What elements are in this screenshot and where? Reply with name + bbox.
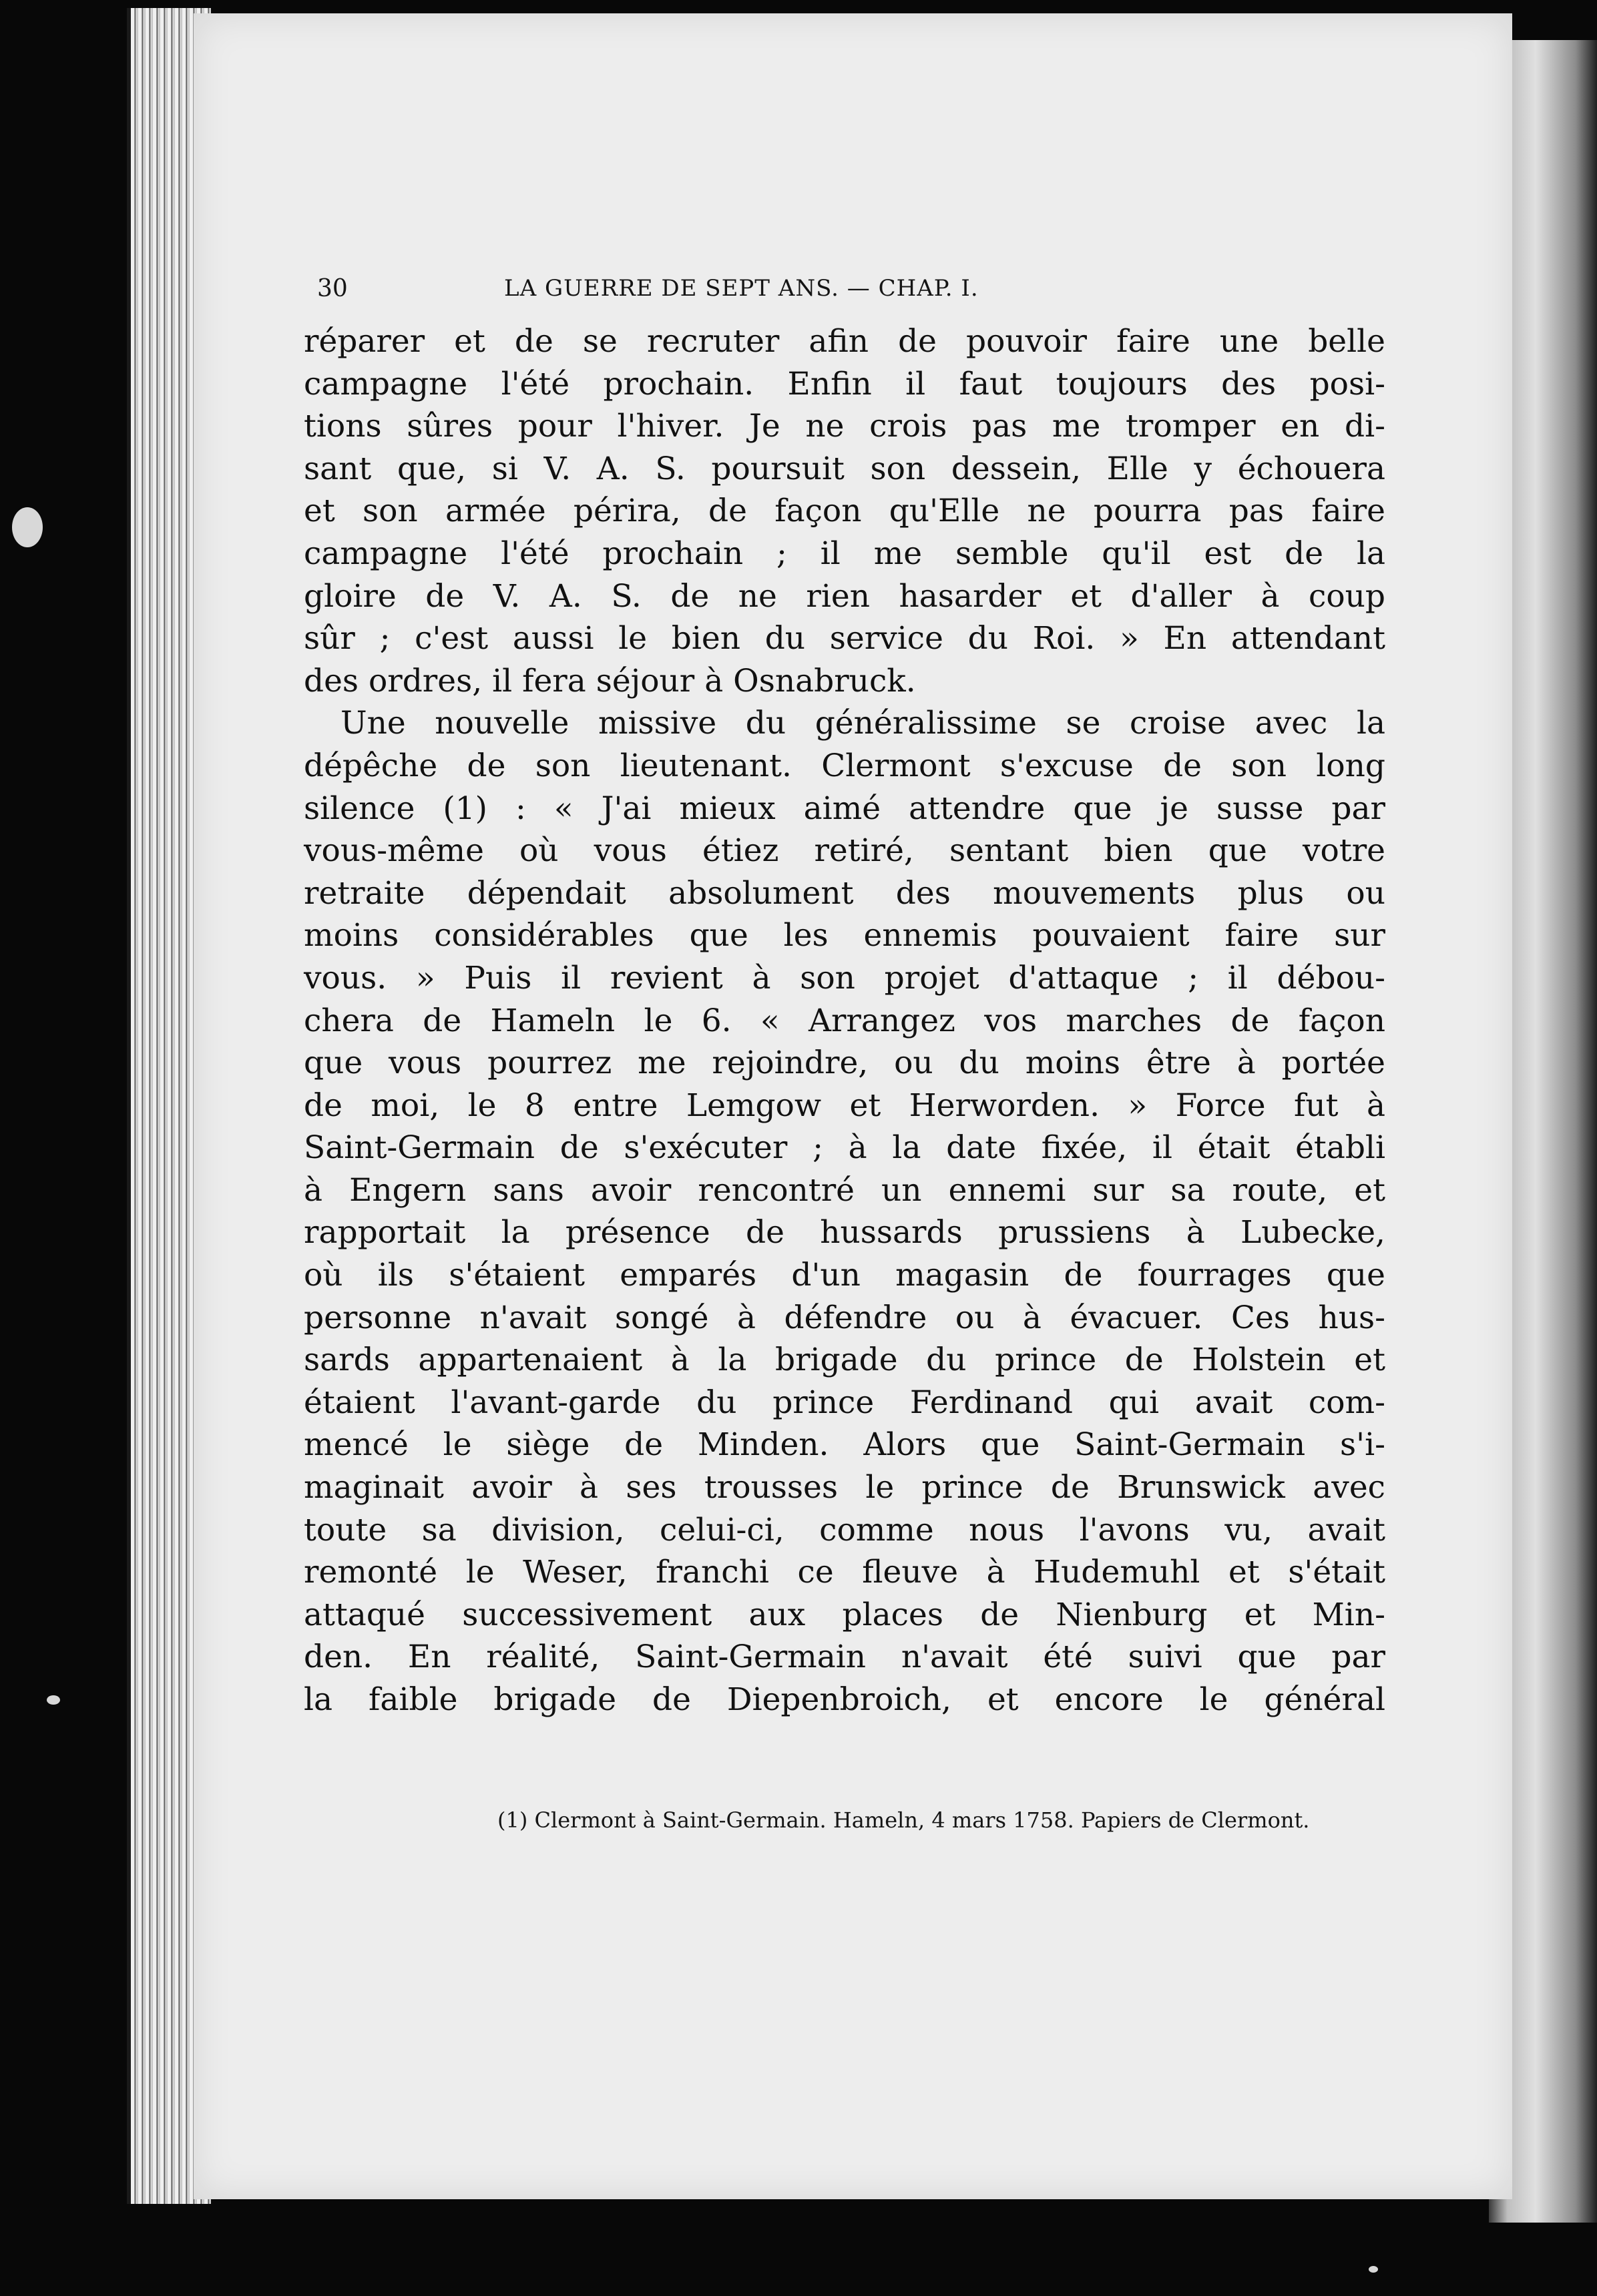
text-line: la faible brigade de Diepenbroich, et encore le général: [304, 1681, 1385, 1718]
text-line: et son armée périra, de façon qu'Elle ne pourra pas faire: [304, 493, 1385, 530]
scan-speck: [12, 507, 43, 547]
running-head: LA GUERRE DE SEPT ANS. — CHAP. I.: [504, 275, 979, 302]
text-line: attaqué successivement aux places de Nienburg et Min-: [304, 1596, 1385, 1633]
scan-speck: [47, 1695, 60, 1705]
text-line: maginait avoir à ses trousses le prince de Brunswick avec: [304, 1469, 1385, 1506]
text-line: sûr ; c'est aussi le bien du service du Roi. » En attendant: [304, 620, 1385, 657]
text-line: retraite dépendait absolument des mouvements plus ou: [304, 874, 1385, 912]
text-line: de moi, le 8 entre Lemgow et Herworden. » Force fut à: [304, 1087, 1385, 1124]
body-text: [304, 320, 1385, 1721]
text-line: sards appartenaient à la brigade du prince de Holstein et: [304, 1342, 1385, 1379]
text-line: mencé le siège de Minden. Alors que Saint-Germain s'i-: [304, 1426, 1385, 1464]
text-line: vous-même où vous étiez retiré, sentant bien que votre: [304, 832, 1385, 870]
text-line: dépêche de son lieutenant. Clermont s'excuse de son long: [304, 747, 1385, 784]
text-line: gloire de V. A. S. de ne rien hasarder et d'aller à coup: [304, 577, 1385, 615]
text-line: silence (1) : « J'ai mieux aimé attendre que je susse par: [304, 790, 1385, 827]
text-line: toute sa division, celui-ci, comme nous l'avons vu, avait: [304, 1511, 1385, 1548]
text-line: Une nouvelle missive du généralissime se croise avec la: [340, 705, 1385, 742]
text-line: étaient l'avant-garde du prince Ferdinand qui avait com-: [304, 1384, 1385, 1421]
page-header: [317, 275, 1292, 315]
text-line: des ordres, il fera séjour à Osnabruck.: [304, 662, 916, 699]
text-line: tions sûres pour l'hiver. Je ne crois pas me tromper en di-: [304, 408, 1385, 445]
text-line: Saint-Germain de s'exécuter ; à la date fixée, il était établi: [304, 1129, 1385, 1167]
text-line: personne n'avait songé à défendre ou à évacuer. Ces hus-: [304, 1299, 1385, 1336]
text-line: que vous pourrez me rejoindre, ou du moins être à portée: [304, 1045, 1385, 1082]
text-line: sant que, si V. A. S. poursuit son dessein, Elle y échouera: [304, 450, 1385, 487]
text-line: campagne l'été prochain. Enfin il faut toujours des posi-: [304, 365, 1385, 402]
footnote: (1) Clermont à Saint-Germain. Hameln, 4 mars 1758. Papiers de Clermont.: [497, 1807, 1310, 1833]
scan-speck: [1369, 2266, 1378, 2273]
text-line: réparer et de se recruter afin de pouvoir faire une belle: [304, 323, 1385, 360]
text-line: campagne l'été prochain ; il me semble qu'il est de la: [304, 535, 1385, 572]
text-line: remonté le Weser, franchi ce fleuve à Hudemuhl et s'était: [304, 1554, 1385, 1591]
page-number: 30: [317, 275, 348, 302]
text-line: den. En réalité, Saint-Germain n'avait été suivi que par: [304, 1639, 1385, 1676]
text-line: vous. » Puis il revient à son projet d'attaque ; il débou-: [304, 959, 1385, 996]
text-line: à Engern sans avoir rencontré un ennemi sur sa route, et: [304, 1171, 1385, 1209]
text-line: chera de Hameln le 6. « Arrangez vos marches de façon: [304, 1002, 1385, 1039]
text-line: rapportait la présence de hussards prussiens à Lubecke,: [304, 1214, 1385, 1251]
text-line: où ils s'étaient emparés d'un magasin de fourrages que: [304, 1257, 1385, 1294]
text-line: moins considérables que les ennemis pouvaient faire sur: [304, 917, 1385, 954]
